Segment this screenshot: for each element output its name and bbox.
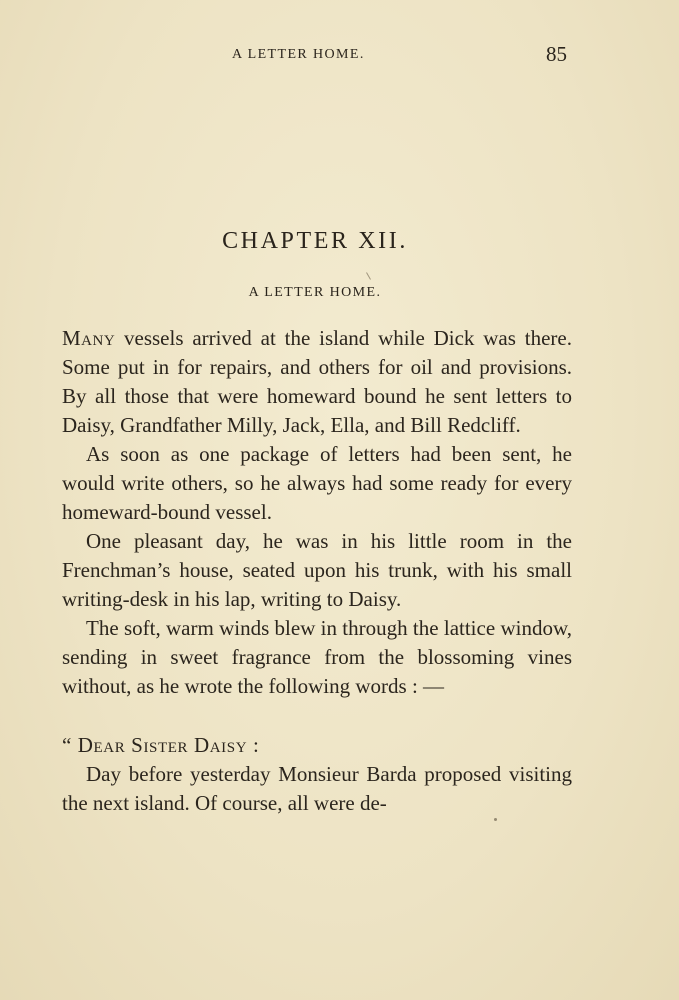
chapter-body (62, 324, 572, 818)
paragraph-3: One pleasant day, he was in his little room in the Frenchman’s house, seated upon his trunk, with his small writing-desk in his lap, writing to Daisy. (62, 529, 572, 611)
page-number: 85 (546, 42, 567, 66)
paragraph-1 (62, 324, 572, 440)
letter-salutation: “ Dear Sister Daisy : (62, 733, 260, 757)
running-head (0, 44, 679, 68)
chapter-heading: CHAPTER XII. (222, 228, 408, 254)
print-mark (366, 272, 371, 279)
chapter-subtitle: A LETTER HOME. (248, 285, 382, 300)
letter-paragraph: Day before yesterday Monsieur Barda proposed visiting the next island. Of course, all were de- (62, 762, 572, 815)
running-title: A LETTER HOME. (232, 47, 365, 62)
paragraph-text: vessels arrived at the island while Dick was there. Some put in for repairs, and others for oil and provisions. By all those that were homeward bound he sent letters to Daisy, Grandfather Milly, Jack, Ella, and Bill Redcliff. (62, 326, 572, 437)
paper-speck (494, 818, 497, 821)
paragraph-4: The soft, warm winds blew in through the lattice window, sending in sweet fragrance from the blossoming vines without, as he wrote the following words : — (62, 616, 572, 698)
paragraph-lead-in: Many (62, 326, 116, 350)
paragraph-2: As soon as one package of letters had been sent, he would write others, so he always had some ready for every homeward-bound vessel. (62, 442, 572, 524)
